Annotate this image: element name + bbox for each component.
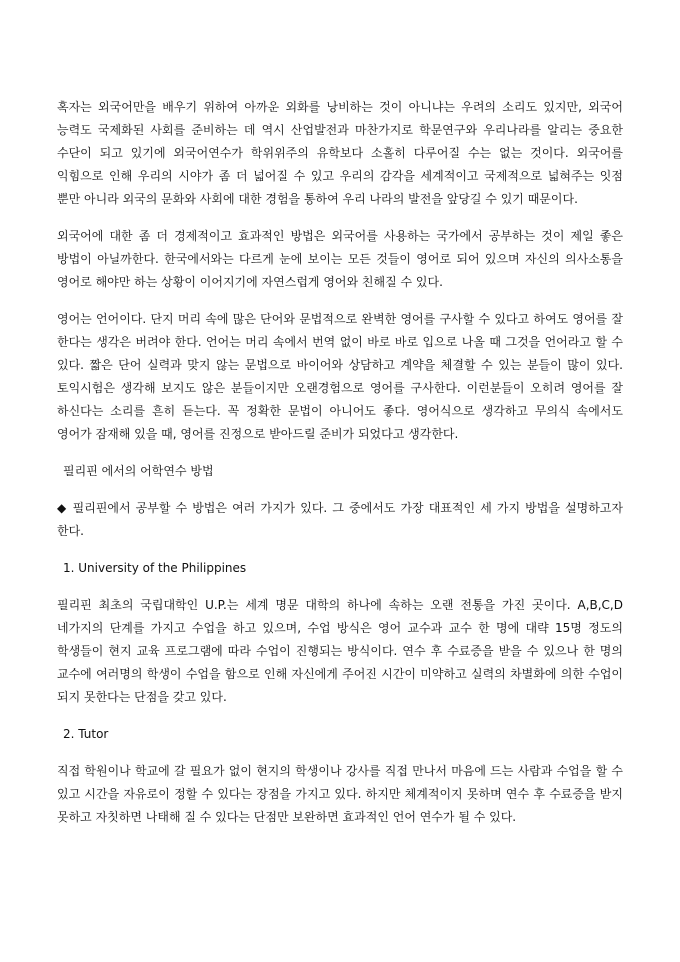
- document-body: [57, 96, 623, 829]
- heading-tutor: 2. Tutor: [63, 727, 109, 741]
- paragraph-economic-method: 외국어에 대한 좀 더 경제적이고 효과적인 방법은 외국어를 사용하는 국가에서 공부하는 것이 제일 좋은 방법이 아닐까한다. 한국에서와는 다르게 눈에 보이는 모든 것들이 영어로 되어 있으며 자신의 의사소통을 영어로 해야만 하는 상황이 이어지기에 자연스럽게 영어와 친해질 수 있다.: [57, 229, 623, 289]
- paragraph-tutor-description: 직접 학원이나 학교에 갈 필요가 없이 현지의 학생이나 강사를 직접 만나서 마음에 드는 사람과 수업을 할 수 있고 시간을 자유로이 정할 수 있다는 장점을 가지고 있다. 하지만 체계적이지 못하며 연수 후 수료증을 받지 못하고 자칫하면 나태해 질 수 있다는 단점만 보완하면 효과적인 언어 연수가 될 수 있다.: [57, 764, 623, 824]
- paragraph-methods-overview: ◆ 필리핀에서 공부할 수 방법은 여러 가지가 있다. 그 중에서도 가장 대표적인 세 가지 방법을 설명하고자 한다.: [57, 501, 623, 538]
- heading-university-of-the-philippines: 1. University of the Philippines: [63, 561, 247, 575]
- section-title: 필리핀 에서의 어학연수 방법: [63, 464, 214, 478]
- paragraph-up-description: 필리핀 최초의 국립대학인 U.P.는 세계 명문 대학의 하나에 속하는 오랜 전통을 가진 곳이다. A,B,C,D 네가지의 단계를 가지고 수업을 하고 있으며, 수업 방식은 영어 교수과 교수 한 명에 대략 15명 정도의 학생들이 현지 교육 프로그램에 따라 수업이 진행되는 방식이다. 연수 후 수료증을 받을 수 있으나 한 명의 교수에 여러명의 학생이 수업을 함으로 인해 자신에게 주어진 시간이 미약하고 실력의 차별화에 의한 수업이 되지 못한다는 단점을 갖고 있다.: [57, 598, 623, 704]
- paragraph-intro: 혹자는 외국어만을 배우기 위하여 아까운 외화를 낭비하는 것이 아니냐는 우려의 소리도 있지만, 외국어 능력도 국제화된 사회를 준비하는 데 역시 산업발전과 마찬가지로 학문연구와 우리나라를 알리는 중요한 수단이 되고 있기에 외국어연수가 학위위주의 유학보다 소홀히 다루어질 수는 없는 것이다. 외국어를 익힘으로 인해 우리의 시야가 좀 더 넓어질 수 있고 우리의 감각을 세계적이고 국제적으로 넓혀주는 잇점 뿐만 아니라 외국의 문화와 사회에 대한 경험을 통하여 우리 나라의 발전을 앞당길 수 있기 때문이다.: [57, 100, 623, 206]
- paragraph-english-is-language: 영어는 언어이다. 단지 머리 속에 많은 단어와 문법적으로 완벽한 영어를 구사할 수 있다고 하여도 영어를 잘 한다는 생각은 버려야 한다. 언어는 머리 속에서 번역 없이 바로 바로 입으로 나올 때 그것을 언어라고 할 수 있다. 짧은 단어 실력과 맞지 않는 문법으로 바이어와 상담하고 계약을 체결할 수 있는 분들이 많이 있다. 토익시험은 생각해 보지도 않은 분들이지만 오랜경험으로 영어를 구사한다. 이런분들이 오히려 영어를 잘 하신다는 소리를 흔히 듣는다. 꼭 정확한 문법이 아니어도 좋다. 영어식으로 생각하고 무의식 속에서도 영어가 잠재해 있을 때, 영어를 진정으로 받아드릴 준비가 되었다고 생각한다.: [57, 312, 623, 441]
